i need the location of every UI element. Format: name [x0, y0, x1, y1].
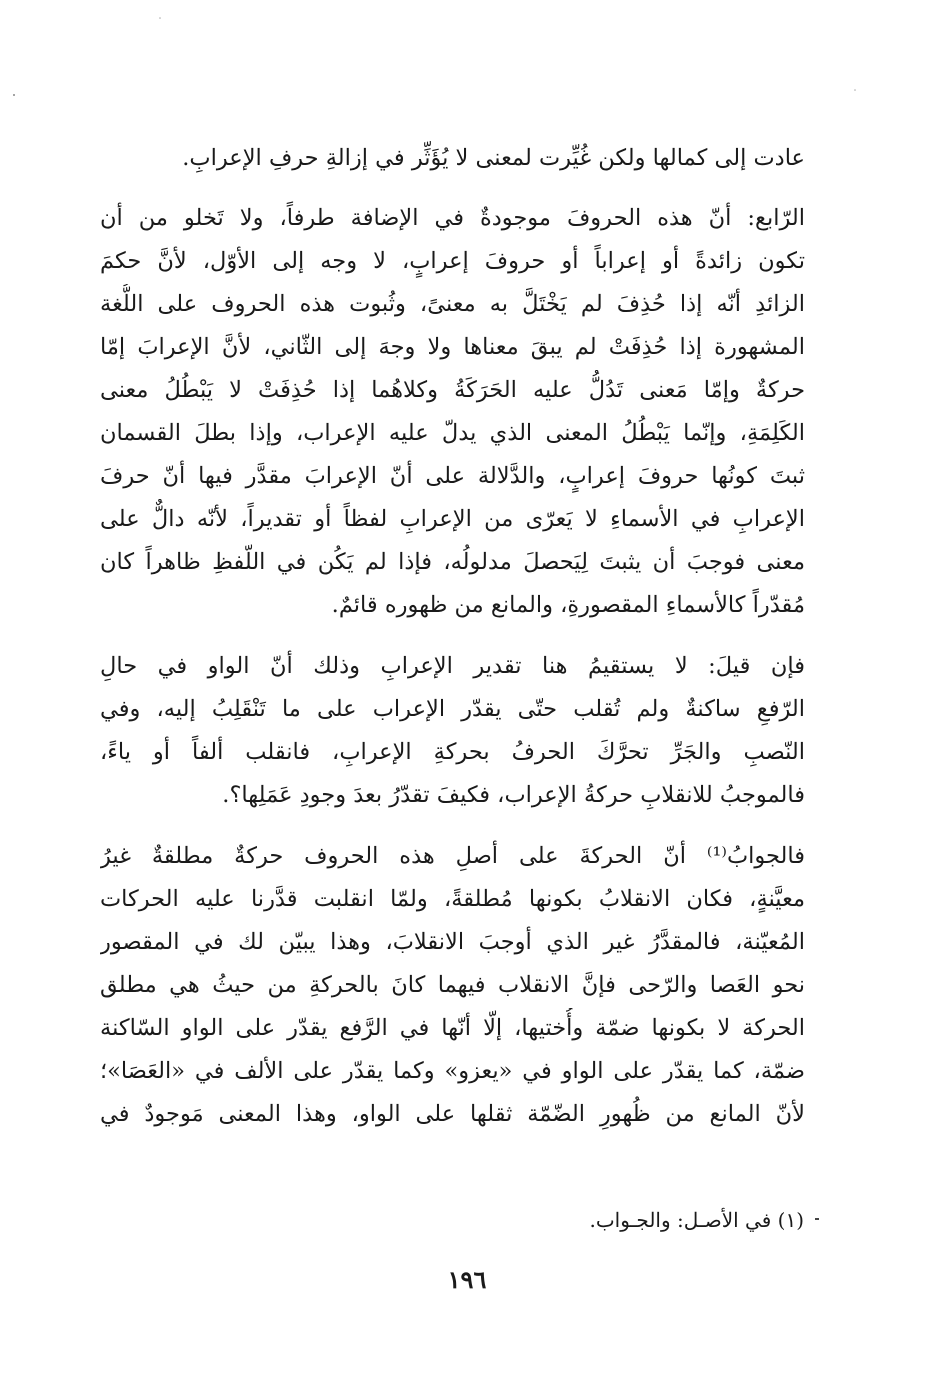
paragraph-3-line-4: فالموجبُ للانقلابِ حركةُ الإعراب، فكيفَ تقدّرُ بعدَ وجودِ عَمَلِها؟. [222, 782, 805, 808]
paragraph-2-line-6: الكَلِمَةِ، وإنّما يَبْطُلُ المعنى الذي يدلّ عليه الإعراب، وإذا بطلَ القسمان [100, 420, 805, 446]
text-body [100, 118, 805, 1318]
footnote-marker [815, 1218, 819, 1220]
paragraph-3-line-3: النّصبِ والجَرِّ تحرَّكَ الحرفُ بحركةِ الإعرابِ، فانقلب ألفاً أو ياءً، [100, 739, 805, 765]
paragraph-2-line-5: حركةٌ وإمّا مَعنى تَدُلُّ عليه الحَرَكَةُ وكلاهُما إذا حُذِفَتْ لا يَبْطُلُ معنى [100, 377, 805, 403]
paragraph-4-line-4: نحو العَصا والرّحى فإنَّ الانقلاب فيهما كانَ بالحركةِ من حيثُ هي مطلق [100, 972, 805, 998]
paragraph-4-line-3: المُعيّنة، فالمقدَّرُ غير الذي أوجبَ الانقلابَ، وهذا يبيّن لك في المقصور [100, 929, 805, 955]
paragraph-4-line-5: الحركة لا بكونها ضمّة وأُختيها، إلّا أنّها في الرَّفع يقدّر على الواو السّاكنة [100, 1015, 805, 1041]
paragraph-3-line-1: فإن قيلَ: لا يستقيمُ هنا تقدير الإعرابِ وذلك أنّ الواو في حالِ [100, 653, 805, 679]
paragraph-2-line-7: ثبتَ كونُها حروفَ إعرابٍ، والدَّلالة على أنّ الإعرابَ مقدَّر فيها أنّ حرفَ [100, 463, 805, 489]
paragraph-2-line-9: معنى فوجبَ أن يثبتَ لِيَحصلَ مدلولُه، فإذا لم يَكُن في اللّفظِ ظاهراً كان [100, 549, 805, 575]
paragraph-4-line-1: فالجوابُ⁽¹⁾ أنّ الحركةَ على أصلِ هذه الحروف حركةٌ مطلقةٌ غيرُ [100, 843, 805, 869]
paragraph-4-line-2: معيَّنةٍ، فكان الانقلابُ بكونها مُطلقةً، ولمّا انقلبت قدَّرنا عليه الحركات [100, 886, 805, 912]
paragraph-2-line-2: تكون زائدةً أو إعراباً أو حروفَ إعرابٍ، لا وجه إلى الأوّل، لأنَّ حكمَ [100, 248, 805, 274]
paragraph-4-line-6: ضمّة، كما يقدّر على الواو في «يعزو» وكما يقدّر على الألف في «العَصَا»؛ [100, 1058, 805, 1084]
footnote: (١) في الأصـل: والجـواب. [589, 1208, 804, 1232]
page-number: ١٩٦ [447, 1265, 487, 1294]
paragraph-3-line-2: الرّفعِ ساكنةٌ ولم تُقلب حتّى يقدّر الإعراب على ما تَنْقَلِبُ إليه، وفي [100, 696, 805, 722]
paragraph-2-line-3: الزائدِ أنّه إذا حُذِفَ لم يَخْتَلَّ به معنىً، وثُبوت هذه الحروف على اللُّغة [100, 291, 805, 317]
paragraph-2-line-10: مُقدّراً كالأسماءِ المقصورةِ، والمانع من ظهوره قائمٌ. [331, 592, 805, 618]
paragraph-1-line-1: عادت إلى كمالها ولكن غُيِّرت لمعنى لا يُؤَثِّر في إزالةِ حرفِ الإعرابِ. [182, 145, 805, 171]
paragraph-4-line-7: لأنّ المانع من ظُهورِ الضّمّة ثقلها على الواو، وهذا المعنى مَوجودٌ في [100, 1101, 805, 1127]
paragraph-2-line-8: الإعرابِ في الأسماءِ لا يَعرّى من الإعرابِ لفظاً أو تقديراً، لأنّه دالٌّ على [100, 506, 805, 532]
paragraph-2-line-4: المشهورة إذا حُذِفَتْ لم يبقَ معناها ولا وجهَ إلى الثّاني، لأنَّ الإعرابَ إمّا [100, 334, 805, 360]
paragraph-2-line-1: الرّابع: أنّ هذه الحروفَ موجودةٌ في الإضافة طرفاً، ولا تَخلو من أن [100, 205, 805, 231]
